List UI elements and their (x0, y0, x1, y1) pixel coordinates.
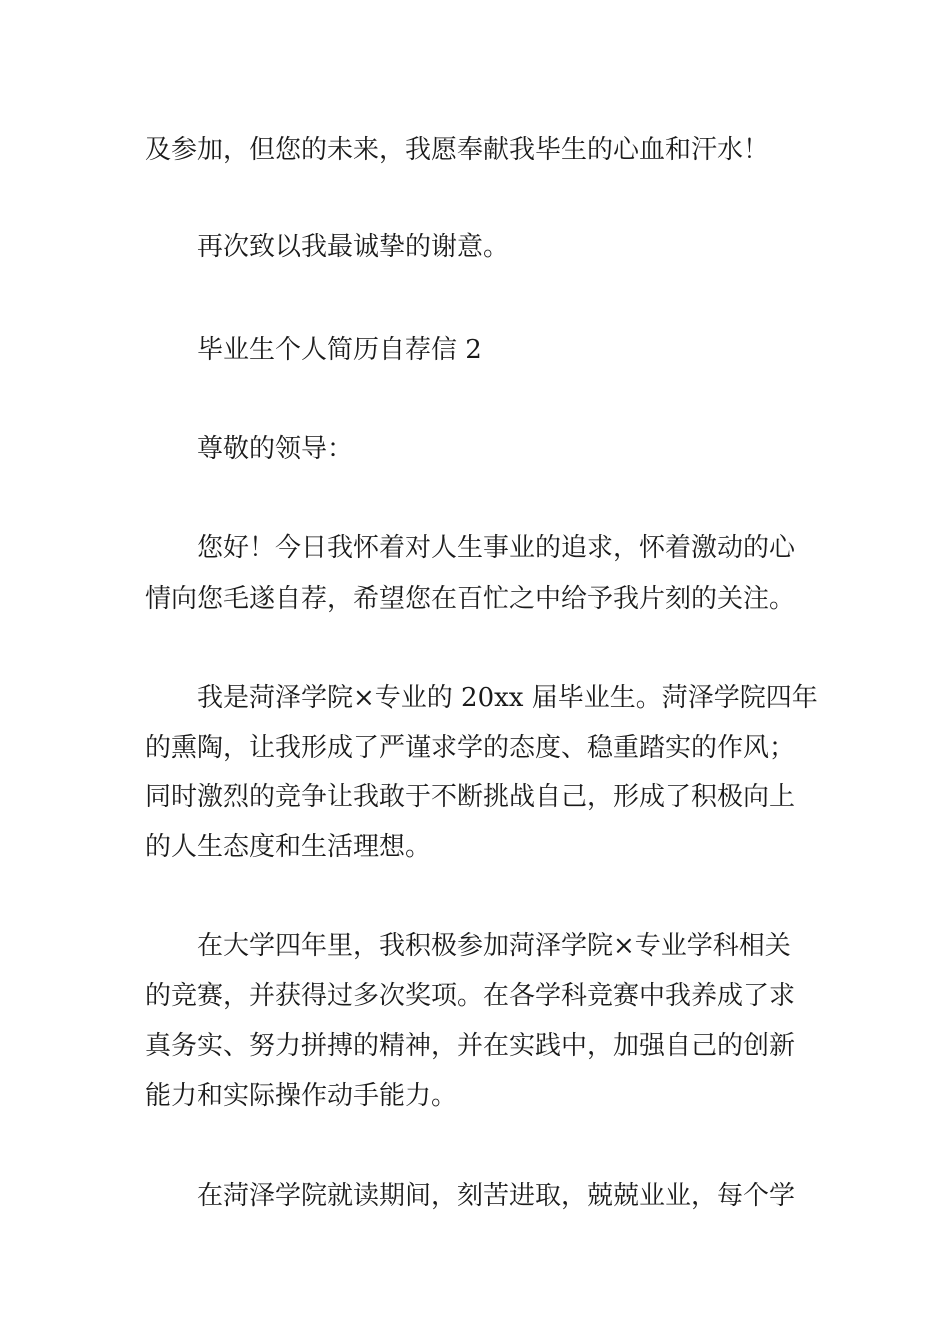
text-line: 真务实、努力拼搏的精神，并在实践中，加强自己的创新 (145, 1031, 796, 1061)
text-line: 您好！今日我怀着对人生事业的追求，怀着激动的心 (197, 533, 796, 563)
text-line: 的熏陶，让我形成了严谨求学的态度、稳重踏实的作风； (145, 733, 796, 763)
text-line: 在菏泽学院就读期间，刻苦进取，兢兢业业，每个学 (197, 1181, 796, 1211)
salutation: 尊敬的领导： (197, 434, 354, 464)
text-line: 同时激烈的竞争让我敢于不断挑战自己，形成了积极向上 (145, 782, 796, 812)
section-heading: 毕业生个人简历自荐信 2 (197, 335, 482, 365)
text-line: 我是菏泽学院×专业的 20xx 届毕业生。菏泽学院四年 (197, 683, 818, 713)
text-line: 在大学四年里，我积极参加菏泽学院×专业学科相关 (197, 931, 791, 961)
text-line: 及参加，但您的未来，我愿奉献我毕生的心血和汗水！ (145, 135, 770, 165)
text-line: 情向您毛遂自荐，希望您在百忙之中给予我片刻的关注。 (145, 584, 796, 614)
text-line: 的人生态度和生活理想。 (145, 832, 432, 862)
text-line: 的竞赛，并获得过多次奖项。在各学科竞赛中我养成了求 (145, 981, 796, 1011)
text-line: 能力和实际操作动手能力。 (145, 1081, 458, 1111)
text-line: 再次致以我最诚挚的谢意。 (197, 232, 510, 262)
